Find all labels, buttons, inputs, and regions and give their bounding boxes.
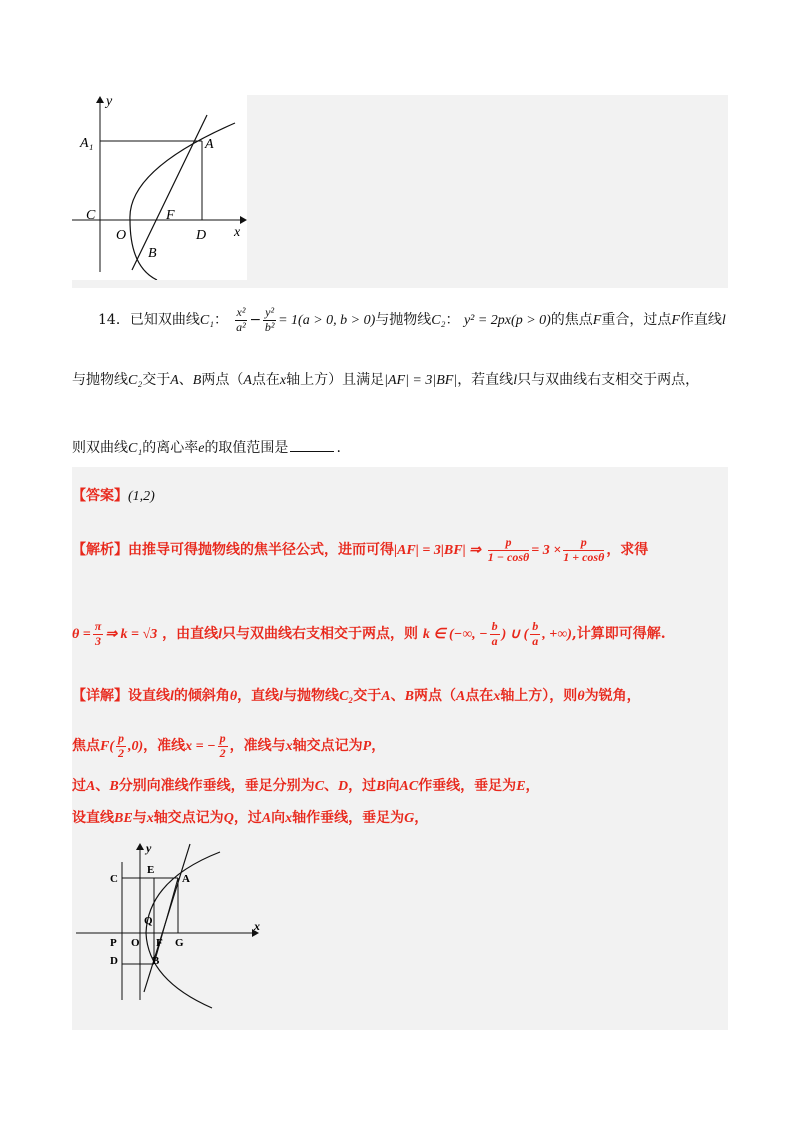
fig2-label-B: B — [152, 955, 160, 967]
fig1-label-F: F — [166, 208, 175, 223]
problem-line-2: 与抛物线C₂交于A、B两点（A点在x轴上方）且满足|AF| = 3|BF|，若直线l只与双曲线右支相交于两点， — [72, 372, 700, 388]
fig2-label-F: F — [156, 937, 163, 949]
fig2-label-D: D — [110, 955, 118, 967]
fig2-label-O: O — [131, 937, 140, 949]
figure1 — [72, 95, 247, 280]
answer-tag: 【答案】 — [72, 488, 128, 504]
fig2-label-A: A — [182, 873, 190, 885]
detail-line-3: 过A、B分别向准线作垂线，垂足分别为C、D，过B向AC作垂线，垂足为E， — [72, 778, 540, 794]
analysis-tag: 【解析】 — [72, 542, 128, 558]
sym-C2: C₂ — [431, 313, 446, 328]
problem-line-1: 14．已知双曲线C₁： $\frac{\text{x²}}{\text{a²}}$ − $\frac{\text{y²}}{\text{b²}}$ = 1(a > 0, b > 0)与抛物线C₂： y² = 2px(p > 0)的焦点F重合，过点F作直线l — [98, 305, 726, 334]
detail-tag: 【详解】 — [72, 688, 128, 704]
sym-C1: C₁ — [199, 313, 215, 328]
frac-b-a-1: $\frac{b}{a}$ — [491, 619, 498, 648]
detail-line-4: 设直线BE与x轴交点记为Q，过A向x轴作垂线，垂足为G， — [72, 810, 429, 826]
figure1-panel — [72, 95, 247, 280]
detail-line-1: 【详解】设直线l的倾斜角θ，直线l与抛物线C₂交于A、B两点（A点在x轴上方），则θ为锐角， — [72, 688, 641, 704]
problem-number: 14． — [98, 312, 130, 328]
answer-value: (1,2) — [128, 489, 155, 504]
analysis-line-1: 【解析】由推导可得抛物线的焦半径公式，进而可得|AF| = 3|BF| ⇒ $\frac{p}{1 - \cos\theta}$ = 3 × $\frac{p}{1 + \cos\theta}$ ，求得 — [72, 535, 649, 564]
fig2-label-Q: Q — [144, 915, 153, 927]
frac-p-1-plus-cos: $\frac{p}{1 + \cos\theta}$ — [563, 535, 605, 564]
fig1-label-O: O — [116, 228, 127, 243]
fig2-label-P: P — [110, 937, 117, 949]
frac-p-1-minus-cos: $\frac{p}{1 - \cos\theta}$ — [487, 535, 530, 564]
frac-b-a-2: $\frac{b}{a}$ — [532, 619, 539, 648]
analysis-line-2: θ = $\frac{\pi}{3}$ ⇒ k = √3 ，由直线l只与双曲线右支相交于两点，则 k ∈ (−∞, − $\frac{b}{a}$ ) ∪ ( $\frac{b}{a}$ , +∞),计算即可得解. — [72, 619, 666, 648]
frac-p-2-b: $\frac{p}{2}$ — [219, 731, 226, 760]
hyperbola-x-frac: $\frac{\text{x²}}{\text{a²}}$ — [236, 305, 246, 334]
fig2-label-E: E — [147, 864, 155, 876]
fig1-label-A1: A₁ — [80, 136, 94, 151]
fig2-BE-line — [154, 878, 178, 964]
hyperbola-rhs: = 1(a > 0, b > 0) — [278, 313, 376, 328]
fig2-label-G: G — [175, 937, 184, 949]
fig1-label-x: x — [234, 225, 241, 240]
frac-p-2-a: $\frac{p}{2}$ — [118, 731, 124, 760]
fig1-label-C: C — [86, 208, 96, 223]
fig1-label-y: y — [106, 95, 113, 109]
fig2-label-C: C — [110, 873, 118, 885]
problem-line-3: 则双曲线C₁的离心率e的取值范围是 . — [72, 440, 341, 456]
hyperbola-y-frac: $\frac{\text{y²}}{\text{b²}}$ — [264, 305, 275, 334]
fig2-label-x: x — [254, 919, 260, 933]
parabola-equation: y² = 2px(p > 0) — [463, 313, 551, 328]
figure2 — [72, 840, 272, 1010]
condition-AF-BF: |AF| = 3|BF| — [384, 373, 458, 388]
fig2-label-y: y — [146, 841, 152, 855]
answer-blank — [290, 451, 334, 452]
fig1-label-A: A — [205, 137, 214, 152]
answer-line — [72, 478, 155, 514]
frac-pi-3: $\frac{\pi}{3}$ — [94, 619, 102, 648]
detail-line-2: 焦点F( $\frac{p}{2}$ ,0)，准线x = − $\frac{p}{2}$ ，准线与x轴交点记为P， — [72, 731, 386, 760]
fig2-y-arrow — [136, 843, 144, 850]
fig1-label-D: D — [196, 228, 207, 243]
fig1-label-B: B — [148, 246, 157, 261]
